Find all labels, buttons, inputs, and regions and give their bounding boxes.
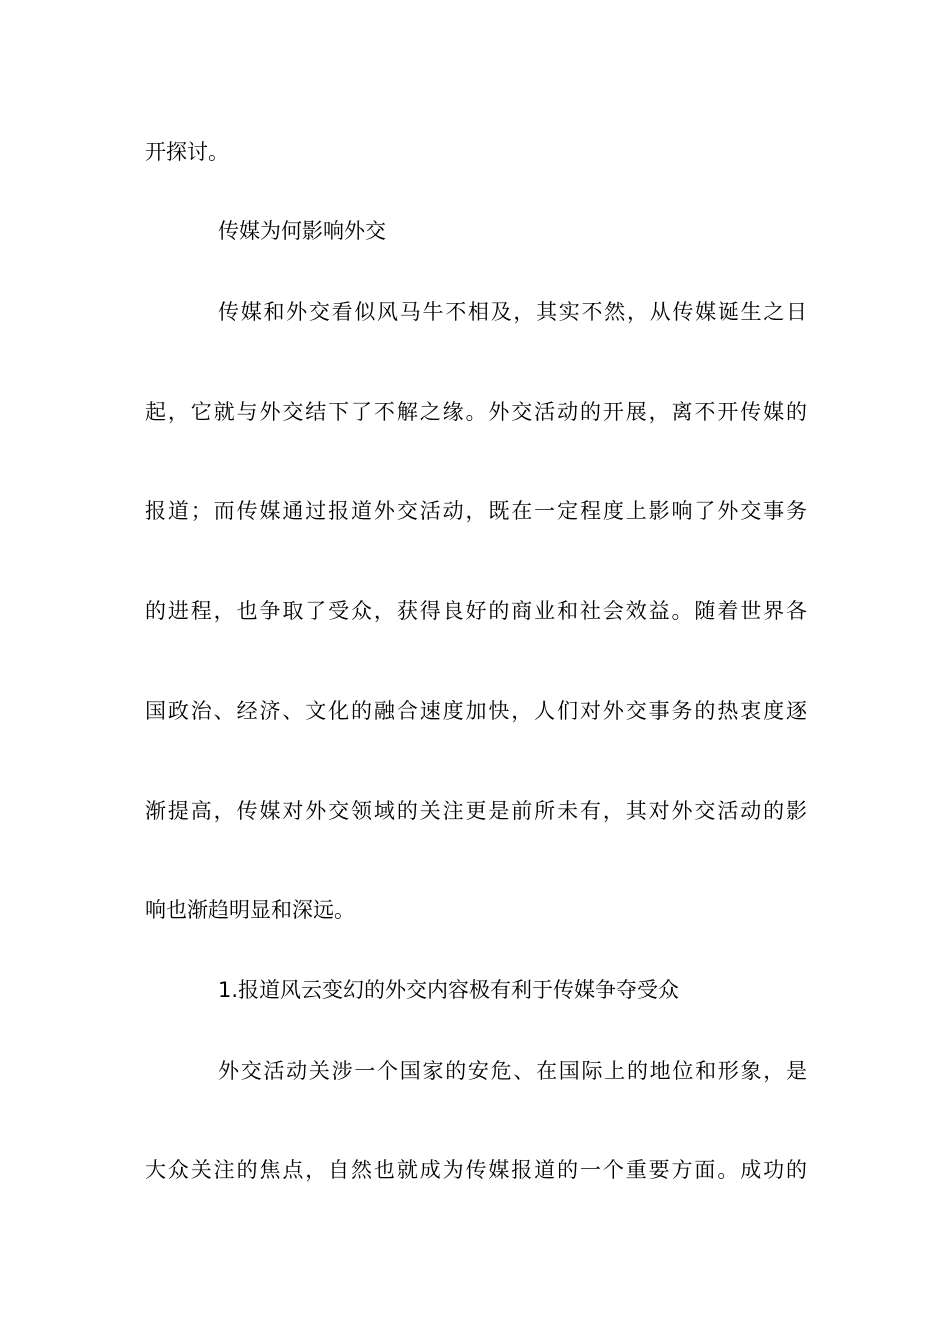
- paragraph-line: 起，它就与外交结下了不解之缘。外交活动的开展，离不开传媒的: [145, 400, 807, 424]
- paragraph-continuation-line: 开探讨。: [145, 140, 229, 164]
- paragraph-line: 大众关注的焦点，自然也就成为传媒报道的一个重要方面。成功的: [145, 1158, 807, 1182]
- paragraph-line: 传媒和外交看似风马牛不相及，其实不然，从传媒诞生之日: [218, 300, 807, 324]
- paragraph-line: 的进程，也争取了受众，获得良好的商业和社会效益。随着世界各: [145, 599, 807, 623]
- paragraph-line: 渐提高，传媒对外交领域的关注更是前所未有，其对外交活动的影: [145, 799, 807, 823]
- subsection-heading: 1.报道风云变幻的外交内容极有利于传媒争夺受众: [218, 978, 680, 1002]
- section-heading: 传媒为何影响外交: [218, 219, 386, 243]
- paragraph-line: 报道；而传媒通过报道外交活动，既在一定程度上影响了外交事务: [145, 499, 807, 523]
- paragraph-line: 国政治、经济、文化的融合速度加快，人们对外交事务的热衷度逐: [145, 699, 807, 723]
- paragraph-line: 外交活动关涉一个国家的安危、在国际上的地位和形象，是: [218, 1059, 807, 1083]
- paragraph-last-line: 响也渐趋明显和深远。: [145, 898, 355, 922]
